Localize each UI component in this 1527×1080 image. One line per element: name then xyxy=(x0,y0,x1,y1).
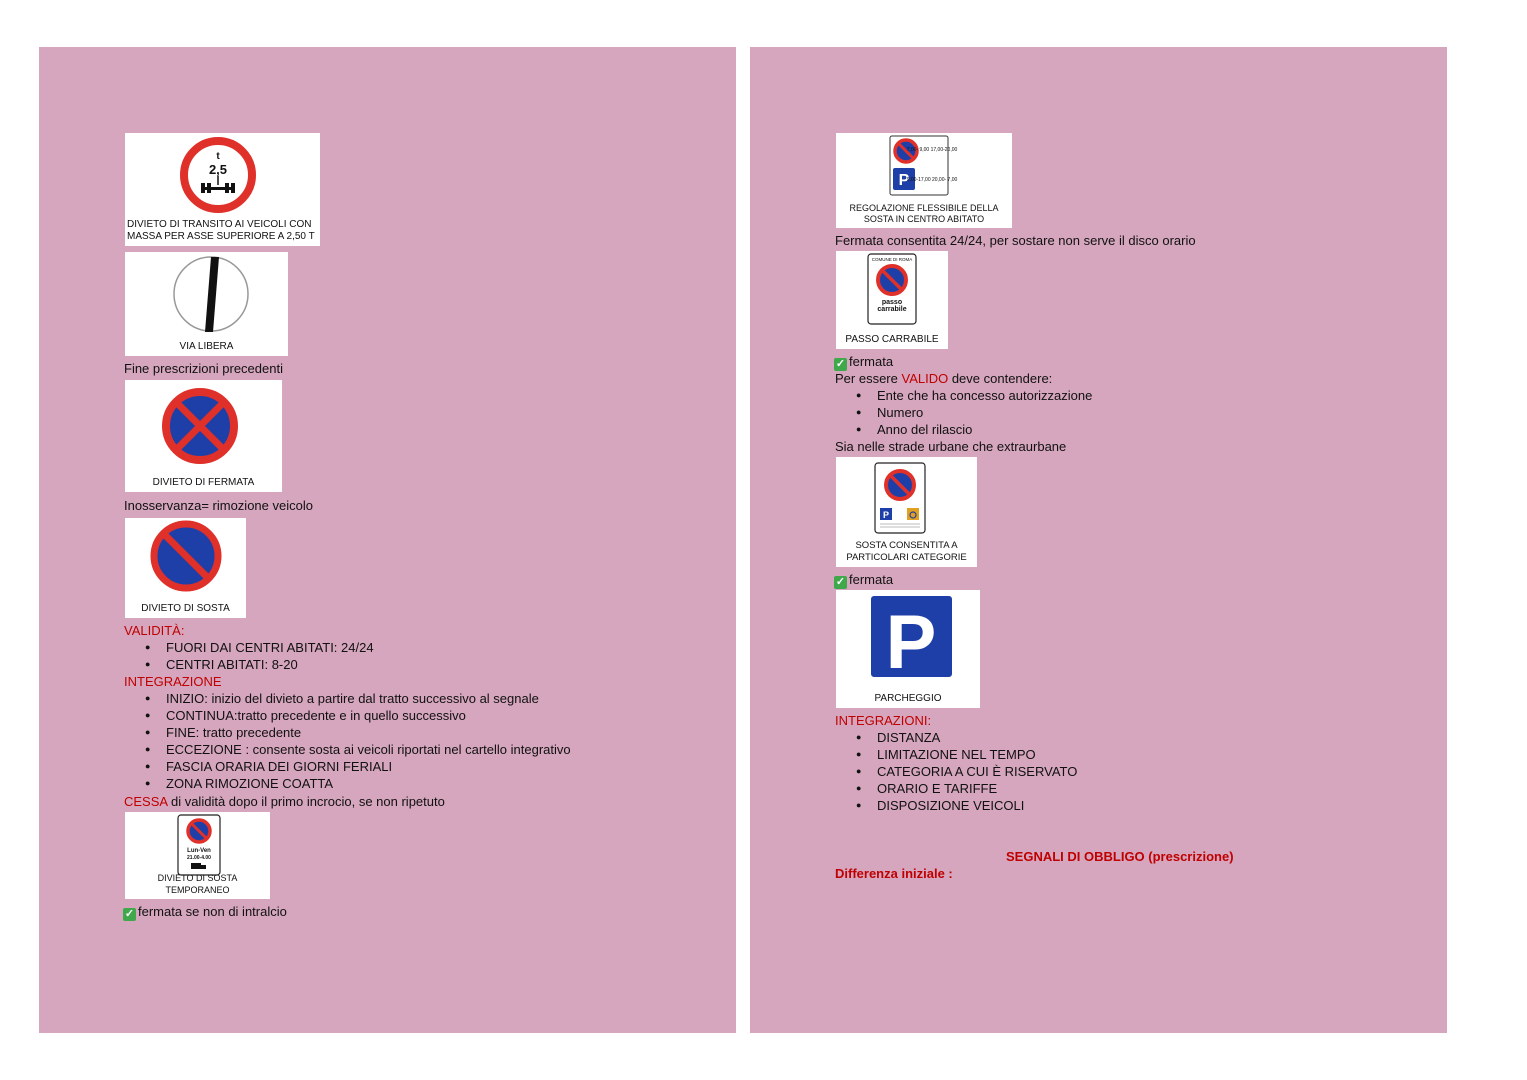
svg-text:P: P xyxy=(898,172,910,189)
temp-sign-hours: 21.00-4.00 xyxy=(187,855,211,861)
flexible-parking-caption: REGOLAZIONE FLESSIBILE DELLA SOSTA IN CENTRO ABITATO xyxy=(849,203,999,224)
driveway-check-line xyxy=(834,353,893,371)
categories-check-line xyxy=(834,571,893,589)
integration-item: ● ZONA RIMOZIONE COATTA xyxy=(166,775,333,792)
sign-card-end-restrictions xyxy=(125,252,288,356)
valid-item: ● Numero xyxy=(877,404,923,421)
integration-item: ● INIZIO: inizio del divieto a partire dal tratto successivo al segnale xyxy=(166,690,539,707)
left-page xyxy=(39,47,736,1033)
validity-heading: VALIDITÀ: xyxy=(124,623,185,638)
parking-caption: PARCHEGGIO xyxy=(874,693,942,704)
sign-card-no-stopping xyxy=(125,380,282,492)
driveway-sign-line2: carrabile xyxy=(877,306,907,313)
sign-card-temporary-no-parking xyxy=(125,812,270,899)
driveway-check-text: fermata xyxy=(849,354,894,369)
axle-sign-top-letter: t xyxy=(216,151,220,162)
parking-sign-icon xyxy=(836,590,980,708)
end-restrictions-text: Fine prescrizioni precedenti xyxy=(124,361,283,376)
integrations-item: ● CATEGORIA A CUI È RISERVATO xyxy=(877,763,1077,780)
temp-sign-days: Lun-Ven xyxy=(187,848,211,854)
valid-word: VALIDO xyxy=(901,371,949,386)
valid-line xyxy=(835,370,1052,387)
integration-item: ● CONTINUA:tratto precedente e in quello successivo xyxy=(166,707,466,724)
no-stopping-caption: DIVIETO DI FERMATA xyxy=(152,477,255,488)
svg-text:P: P xyxy=(882,510,890,520)
validity-item: ● CENTRI ABITATI: 8-20 xyxy=(166,656,298,673)
no-parking-caption: DIVIETO DI SOSTA xyxy=(141,603,230,614)
flex-sign-times-top: 7,00- 9,00 17,00-20,00 xyxy=(906,147,958,153)
valid-prefix: Per essere xyxy=(835,371,902,386)
integrations-item: ● DISPOSIZIONE VEICOLI xyxy=(877,797,1024,814)
check-icon: ✓ xyxy=(835,358,846,370)
axle-limit-caption: DIVIETO DI TRANSITO AI VEICOLI CON MASSA PER ASSE SUPERIORE A 2,50 T xyxy=(127,219,315,242)
cessa-rest: di validità dopo il primo incrocio, se non ripetuto xyxy=(167,794,445,809)
sign-card-flexible-parking xyxy=(836,133,1012,228)
no-stopping-text: Inosservanza= rimozione veicolo xyxy=(124,498,313,513)
integrations-item: ● ORARIO E TARIFFE xyxy=(877,780,997,797)
sign-card-parking xyxy=(836,590,980,708)
driveway-sign-line1: passo xyxy=(881,299,903,306)
integration-item: ● FINE: tratto precedente xyxy=(166,724,301,741)
cessa-line xyxy=(124,793,445,810)
right-page xyxy=(750,47,1447,1033)
integrations-item: ● LIMITAZIONE NEL TEMPO xyxy=(877,746,1036,763)
integrations-heading: INTEGRAZIONI: xyxy=(835,713,932,728)
sign-card-driveway xyxy=(836,251,948,349)
flexible-parking-text: Fermata consentita 24/24, per sostare non serve il disco orario xyxy=(835,233,1196,248)
temporary-no-parking-caption: DIVIETO DI SOSTA TEMPORANEO xyxy=(157,873,238,895)
obligation-signs-title: SEGNALI DI OBBLIGO (prescrizione) xyxy=(1006,849,1234,864)
valid-item: ● Ente che ha concesso autorizzazione xyxy=(877,387,1092,404)
categories-check-text: fermata xyxy=(849,572,894,587)
sign-card-special-categories xyxy=(836,457,977,567)
roads-text: Sia nelle strade urbane che extraurbane xyxy=(835,439,1067,454)
integration-item: ● FASCIA ORARIA DEI GIORNI FERIALI xyxy=(166,758,392,775)
end-restrictions-caption: VIA LIBERA xyxy=(179,341,234,352)
check-icon: ✓ xyxy=(835,576,846,588)
axle-sign-value: 2,5 xyxy=(208,162,228,177)
sign-card-no-parking xyxy=(125,518,246,618)
driveway-sign-header: COMUNE DI ROMA xyxy=(871,257,913,262)
flex-sign-times-bottom: 9,00-17,00 20,00- 7,00 xyxy=(906,177,958,183)
valid-item: ● Anno del rilascio xyxy=(877,421,972,438)
integrations-item: ● DISTANZA xyxy=(877,729,940,746)
parking-sign-letter: P xyxy=(885,600,937,685)
temporary-check-text: fermata se non di intralcio xyxy=(138,904,287,919)
sign-card-axle-limit xyxy=(125,133,320,246)
validity-item: ● FUORI DAI CENTRI ABITATI: 24/24 xyxy=(166,639,374,656)
integration-heading: INTEGRAZIONE xyxy=(124,674,222,689)
temporary-check-line xyxy=(123,903,287,921)
integration-item: ● ECCEZIONE : consente sosta ai veicoli riportati nel cartello integrativo xyxy=(166,741,571,758)
special-categories-caption: SOSTA CONSENTITA A PARTICOLARI CATEGORIE xyxy=(846,540,967,563)
check-icon: ✓ xyxy=(124,908,135,920)
valid-suffix: deve contendere: xyxy=(948,371,1053,386)
no-stopping-sign-icon xyxy=(125,380,282,492)
driveway-caption: PASSO CARRABILE xyxy=(845,334,939,345)
cessa-word: CESSA xyxy=(124,794,168,809)
initial-difference-label: Differenza iniziale : xyxy=(835,866,953,881)
